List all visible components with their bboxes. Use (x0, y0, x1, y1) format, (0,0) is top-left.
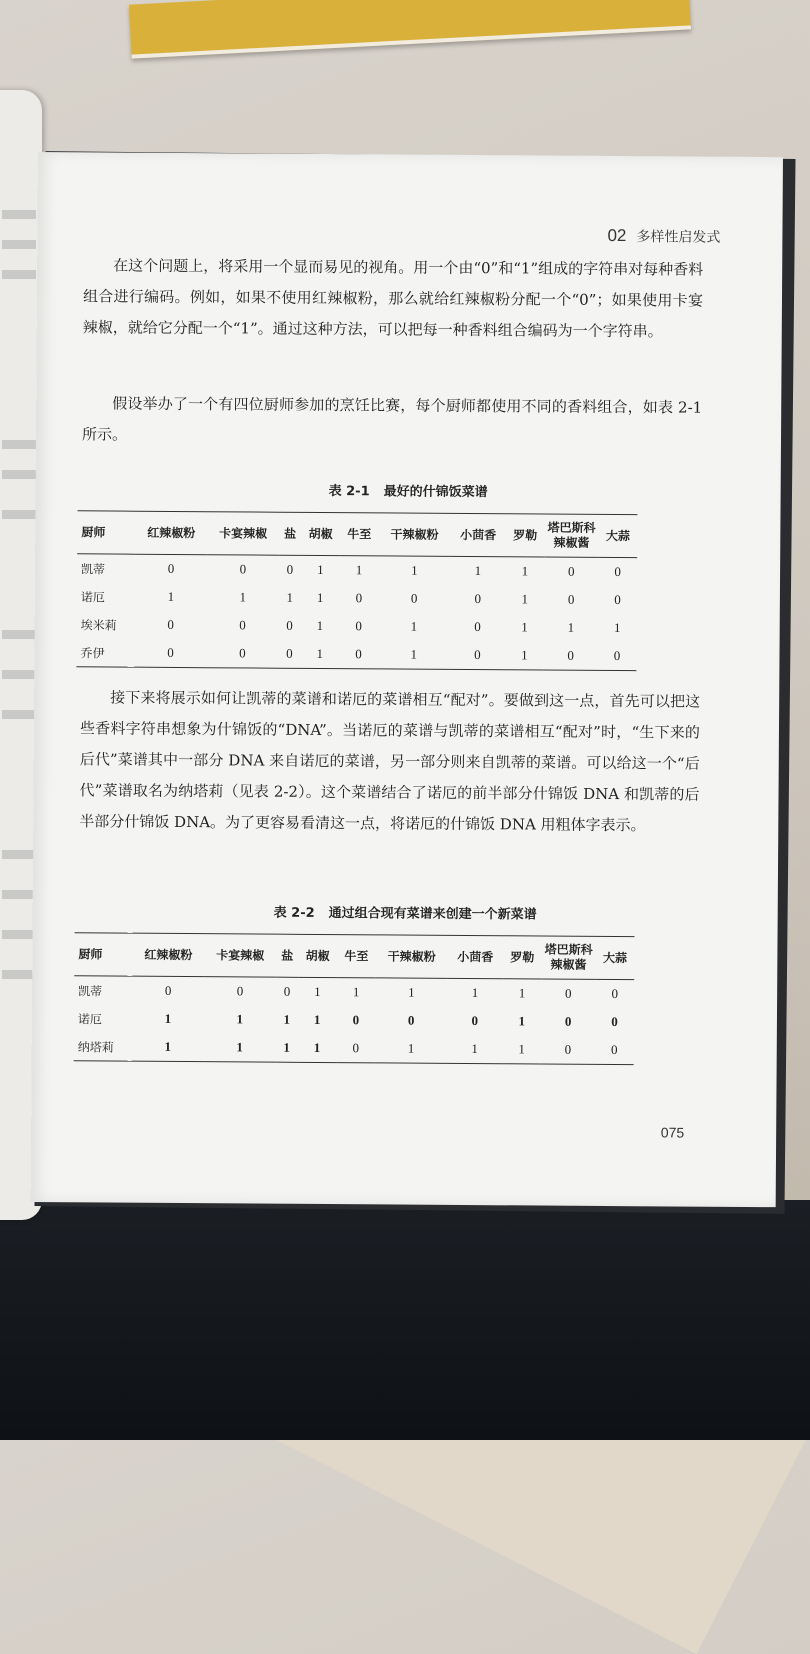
spice-value: 1 (567, 619, 575, 635)
spice-value: 1 (471, 985, 479, 1001)
spice-value: 0 (410, 590, 418, 606)
spice-value: 1 (316, 645, 324, 662)
spice-value: 0 (239, 617, 246, 633)
column-header: 小茴香 (447, 935, 503, 978)
spice-value: 0 (164, 982, 172, 998)
spice-value: 0 (611, 986, 619, 1002)
spice-value: 1 (474, 563, 482, 579)
column-header: 塔巴斯科辣椒酱 (544, 514, 598, 557)
table-row (74, 1032, 634, 1064)
spice-value: 0 (613, 648, 621, 664)
spice-value: 0 (167, 644, 174, 660)
chapter-title: 多样性启发式 (636, 229, 721, 246)
spice-value: 0 (286, 617, 293, 633)
spice-value: 0 (167, 616, 174, 632)
background-surface (0, 1200, 810, 1440)
chef-name: 诺厄 (77, 1011, 103, 1026)
spice-value: 1 (164, 1038, 172, 1054)
spice-value: 0 (355, 590, 363, 606)
spice-value: 1 (314, 983, 321, 999)
spice-value: 1 (313, 1039, 321, 1055)
spice-value: 0 (352, 1040, 360, 1056)
spice-value: 1 (518, 1041, 525, 1057)
spice-value: 0 (474, 591, 482, 607)
spice-value: 0 (407, 1012, 415, 1028)
chef-name: 凯蒂 (81, 561, 106, 576)
column-header: 牛至 (340, 513, 379, 556)
spice-value: 0 (564, 1041, 572, 1057)
spice-value: 1 (313, 1011, 321, 1027)
column-header: 塔巴斯科辣椒酱 (541, 936, 595, 979)
paragraph-mating: 接下来将展示如何让凯蒂的菜谱和诺厄的菜谱相互“配对”。要做到这一点，首先可以把这些香料字符串想象为什锦饭的“DNA”。当诺厄的菜谱与凯蒂的菜谱相互“配对”时，“生下来的后代”菜谱其中一部分 DNA 来自诺厄的菜谱，另一部分则来自凯蒂的菜谱。可以给这一个“后代”菜谱取名为纳塔莉（见表 2-2）。这个菜谱结合了诺厄的前半部分什锦饭 DNA 和凯蒂的后半部分什锦饭 DNA。为了更容易看清这一点，将诺厄的什锦饭 DNA 用粗体字表示。 (79, 688, 701, 835)
column-header: 罗勒 (506, 514, 545, 557)
column-header: 胡椒 (301, 512, 340, 555)
spice-value: 1 (283, 1011, 291, 1027)
spice-value: 1 (236, 1011, 244, 1027)
spice-value: 0 (611, 1042, 618, 1058)
table-row (77, 582, 637, 614)
table-row (74, 1004, 634, 1036)
spice-value: 1 (411, 562, 418, 578)
spice-value: 0 (239, 561, 247, 577)
spice-value: 0 (167, 560, 175, 576)
column-header: 干辣椒粉 (379, 513, 451, 557)
spice-value: 1 (316, 589, 324, 606)
column-header: 卡宴辣椒 (207, 512, 279, 556)
book-page (31, 152, 783, 1207)
spice-value: 0 (474, 619, 481, 635)
table-best-recipes (76, 510, 637, 671)
spice-value: 0 (567, 563, 575, 579)
table-row (77, 610, 637, 642)
spice-value: 1 (518, 1013, 526, 1029)
column-header: 盐 (276, 934, 298, 977)
spice-value: 1 (407, 1040, 415, 1056)
spice-value: 1 (286, 589, 294, 605)
column-header: 红辣椒粉 (135, 511, 207, 555)
table1-caption (36, 478, 781, 502)
spice-value: 1 (521, 647, 528, 663)
page-number: 075 (660, 1124, 685, 1141)
spice-value: 1 (352, 984, 360, 1000)
spice-value: 1 (236, 1039, 243, 1055)
spice-value: 0 (567, 591, 575, 607)
table2-caption-number: 表 2-2 (273, 905, 315, 921)
spice-value: 1 (613, 620, 621, 636)
chef-name: 纳塔莉 (77, 1039, 114, 1055)
spice-value: 0 (355, 646, 362, 662)
spice-value: 1 (521, 619, 528, 635)
spice-value: 1 (471, 1041, 478, 1057)
column-header: 厨师 (77, 511, 135, 554)
column-header: 罗勒 (503, 936, 542, 979)
spice-value: 1 (410, 646, 418, 662)
table-row (74, 976, 634, 1008)
chef-name: 乔伊 (80, 645, 105, 660)
spice-value: 0 (355, 618, 362, 634)
spice-value: 1 (521, 563, 529, 579)
table2-caption-title: 通过组合现有菜谱来创建一个新菜谱 (328, 906, 537, 923)
spice-value: 0 (564, 1013, 572, 1029)
table-row (77, 554, 637, 586)
chef-name: 埃米莉 (80, 617, 117, 633)
spice-value: 0 (565, 985, 572, 1001)
spice-value: 0 (352, 1012, 360, 1028)
spice-value: 0 (239, 645, 246, 661)
chef-name: 诺厄 (80, 589, 105, 604)
column-header: 卡宴辣椒 (204, 934, 276, 978)
column-header: 干辣椒粉 (376, 935, 448, 979)
column-header: 厨师 (74, 933, 132, 976)
column-header: 小茴香 (450, 513, 506, 556)
spice-value: 1 (316, 617, 324, 634)
running-head (607, 226, 720, 247)
spice-value: 1 (518, 985, 526, 1001)
spice-value: 0 (236, 983, 244, 999)
spice-value: 1 (408, 984, 415, 1000)
table2-caption (33, 900, 778, 924)
paragraph-contest: 假设举办了一个有四位厨师参加的烹饪比赛，每个厨师都使用不同的香料组合，如表 2-1 所示。 (81, 394, 703, 444)
spice-value: 0 (283, 983, 291, 999)
spice-value: 0 (286, 561, 294, 577)
table1-caption-number: 表 2-1 (328, 484, 370, 500)
spice-value: 0 (471, 1013, 479, 1029)
spice-value: 1 (410, 618, 418, 634)
spice-value: 0 (567, 647, 575, 663)
column-header: 盐 (279, 512, 301, 555)
spice-value: 0 (614, 564, 621, 580)
table-row (76, 638, 636, 670)
column-header: 大蒜 (595, 936, 634, 979)
column-header: 胡椒 (298, 934, 337, 977)
spice-value: 1 (167, 588, 175, 604)
table-new-recipe (74, 932, 635, 1065)
background-book (129, 0, 691, 59)
column-header: 牛至 (337, 935, 376, 978)
spice-value: 0 (474, 647, 481, 663)
column-header: 大蒜 (598, 514, 637, 557)
column-header: 红辣椒粉 (132, 933, 204, 977)
spice-value: 1 (239, 589, 247, 605)
spice-value: 1 (283, 1039, 290, 1055)
paragraph-encoding: 在这个问题上，将采用一个显而易见的视角。用一个由“0”和“1”组成的字符串对每种香料组合进行编码。例如，如果不使用红辣椒粉，那么就给红辣椒粉分配一个“0”；如果使用卡宴辣椒，就给它分配一个“1”。通过这种方法，可以把每一种香料组合编码为一个字符串。 (82, 256, 704, 341)
chapter-number: 02 (607, 225, 627, 246)
spice-value: 0 (611, 1014, 618, 1030)
spice-value: 0 (286, 645, 293, 661)
spice-value: 0 (614, 592, 621, 608)
spice-value: 1 (521, 591, 529, 607)
spice-value: 1 (317, 561, 324, 578)
table1-caption-title: 最好的什锦饭菜谱 (383, 484, 488, 501)
spice-value: 1 (164, 1010, 172, 1026)
chef-name: 凯蒂 (78, 983, 103, 998)
spice-value: 1 (355, 562, 363, 578)
